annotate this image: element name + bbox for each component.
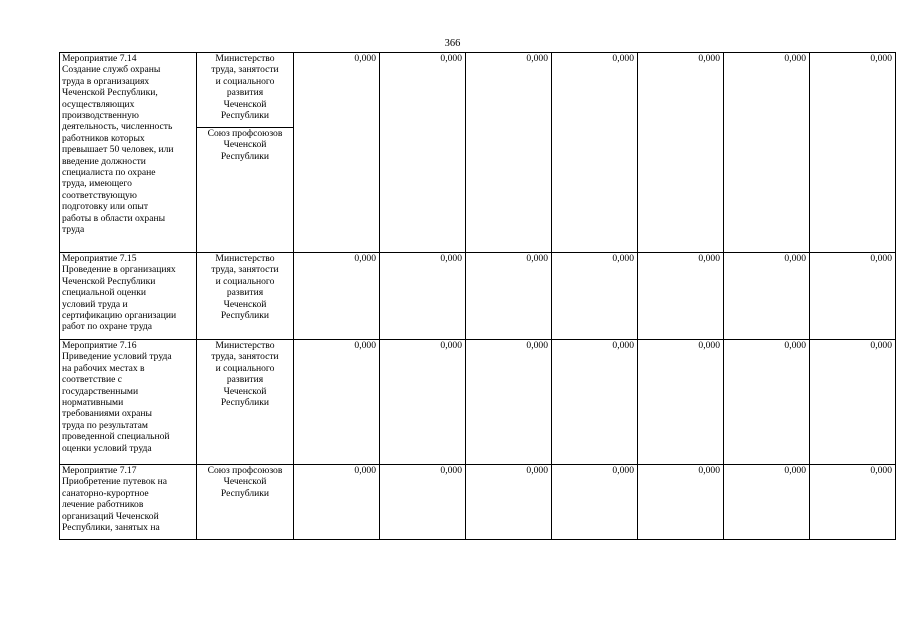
value-cell: 0,000 (724, 340, 810, 465)
table-row (60, 465, 896, 540)
value-cell: 0,000 (638, 53, 724, 253)
executor-text: Союз профсоюзов Чеченской Республики (207, 465, 283, 499)
value-cell: 0,000 (466, 53, 552, 253)
value-cell: 0,000 (552, 53, 638, 253)
value-cell: 0,000 (380, 253, 466, 340)
page-number: 366 (444, 38, 461, 49)
value-cell: 0,000 (638, 465, 724, 540)
value-cell: 0,000 (380, 53, 466, 253)
value-cell: 0,000 (810, 253, 896, 340)
value-cell: 0,000 (810, 53, 896, 253)
event-cell (60, 253, 197, 340)
value-cell: 0,000 (294, 340, 380, 465)
executor-text: Министерство труда, занятости и социального развития Чеченской Республики (211, 253, 279, 322)
event-text: Мероприятие 7.15 Проведение в организациях Чеченской Республики специальной оценки условий труда и сертификацию организации работ по охране труда (62, 253, 177, 333)
value-cell: 0,000 (294, 253, 380, 340)
table-row (60, 340, 896, 465)
executor-cell (197, 253, 294, 340)
table-row (60, 253, 896, 340)
executor-cell (197, 465, 294, 540)
value-cell: 0,000 (466, 340, 552, 465)
executor-text: Министерство труда, занятости и социального развития Чеченской Республики (211, 340, 279, 409)
value-cell: 0,000 (552, 340, 638, 465)
value-cell: 0,000 (810, 340, 896, 465)
value-cell: 0,000 (294, 53, 380, 253)
event-text: Мероприятие 7.14 Создание служб охраны труда в организациях Чеченской Республики, осуществляющих производственную деятельность, численность работников которых превышает 50 человек, или введение должности специалиста по охране труда, имеющего соответствующую подготовку или опыт работы в области охраны труда (62, 53, 174, 236)
value-cell: 0,000 (552, 253, 638, 340)
value-cell: 0,000 (552, 465, 638, 540)
event-cell (60, 340, 197, 465)
value-cell: 0,000 (724, 465, 810, 540)
value-cell: 0,000 (638, 340, 724, 465)
event-cell (60, 53, 197, 253)
value-cell: 0,000 (294, 465, 380, 540)
value-cell: 0,000 (724, 53, 810, 253)
executor-cell (197, 340, 294, 465)
event-text: Мероприятие 7.16 Приведение условий труда на рабочих местах в соответствие с государственными нормативными требованиями охраны труда по результатам проведенной специальной оценки условий труда (62, 340, 172, 454)
value-cell: 0,000 (466, 253, 552, 340)
value-cell: 0,000 (638, 253, 724, 340)
program-table (59, 52, 896, 540)
value-cell: 0,000 (810, 465, 896, 540)
executor-cell (197, 53, 294, 253)
value-cell: 0,000 (380, 465, 466, 540)
value-cell: 0,000 (724, 253, 810, 340)
value-cell: 0,000 (380, 340, 466, 465)
executor-text: Союз профсоюзов Чеченской Республики (207, 128, 283, 162)
table-row (60, 53, 896, 253)
event-cell (60, 465, 197, 540)
event-text: Мероприятие 7.17 Приобретение путевок на санаторно-курортное лечение работников организаций Чеченской Республики, занятых на (62, 465, 168, 534)
executor-text: Министерство труда, занятости и социального развития Чеченской Республики (211, 53, 279, 122)
value-cell: 0,000 (466, 465, 552, 540)
